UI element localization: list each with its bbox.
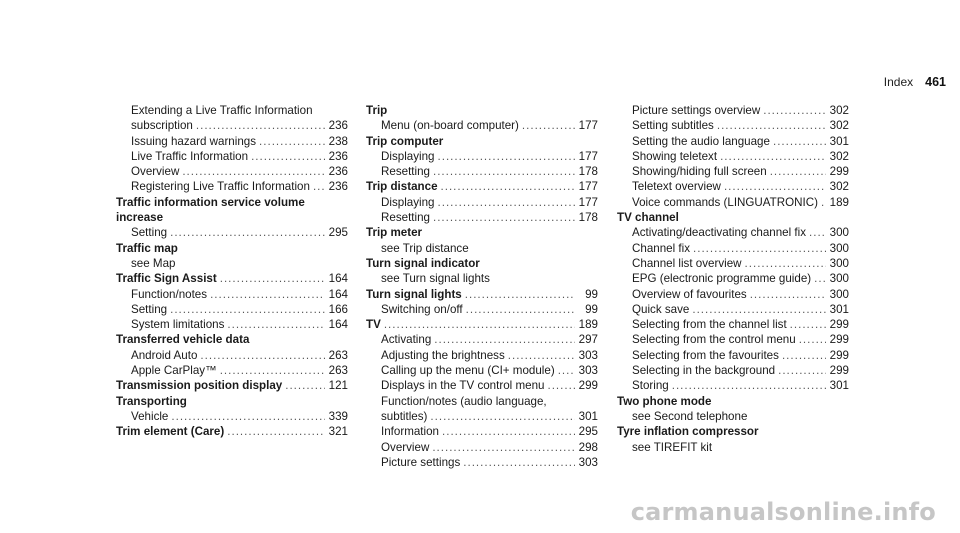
index-subentry xyxy=(617,164,849,179)
dot-leader xyxy=(438,195,576,210)
entry-label: Displaying xyxy=(381,195,435,209)
entry-label: Displaying xyxy=(381,149,435,163)
page-reference: 300 xyxy=(829,272,849,286)
page-reference: 238 xyxy=(328,134,348,148)
entry-label: Transporting xyxy=(116,394,187,408)
dot-leader xyxy=(692,302,826,317)
index-subentry xyxy=(617,348,849,363)
index-heading xyxy=(617,210,849,225)
index-subentry xyxy=(116,256,348,271)
index-subentry xyxy=(366,332,598,347)
page-reference: 300 xyxy=(829,256,849,270)
entry-label: Channel list overview xyxy=(632,256,742,270)
entry-label: Activating/deactivating channel fix xyxy=(632,226,807,240)
dot-leader xyxy=(251,149,325,164)
dot-leader xyxy=(182,164,325,179)
dot-leader xyxy=(463,455,575,470)
entry-label: Transferred vehicle data xyxy=(116,333,250,347)
dot-leader xyxy=(384,317,575,332)
dot-leader xyxy=(745,256,826,271)
page-reference: 164 xyxy=(328,318,348,332)
dot-leader xyxy=(171,409,325,424)
dot-leader xyxy=(170,225,325,240)
index-heading xyxy=(116,378,348,393)
index-heading xyxy=(366,287,598,302)
index-subentry xyxy=(617,440,849,455)
dot-leader xyxy=(558,363,575,378)
page-number: 461 xyxy=(925,75,946,89)
entry-label: EPG (electronic programme guide) xyxy=(632,272,812,286)
dot-leader xyxy=(227,317,325,332)
section-title: Index xyxy=(883,75,914,89)
index-subentry xyxy=(617,179,849,194)
dot-leader xyxy=(717,118,826,133)
index-subentry xyxy=(366,424,598,439)
page-reference: 177 xyxy=(578,149,598,163)
page-reference: 299 xyxy=(829,364,849,378)
page-reference: 189 xyxy=(829,195,849,209)
entry-label: Picture settings overview xyxy=(632,104,761,117)
dot-leader xyxy=(220,363,325,378)
index-heading xyxy=(116,424,348,439)
page-reference: 263 xyxy=(328,364,348,378)
index-heading xyxy=(116,241,348,256)
page-reference: 299 xyxy=(829,333,849,347)
dot-leader xyxy=(432,440,575,455)
entry-label: Resetting xyxy=(381,211,430,225)
index-subentry xyxy=(617,256,849,271)
entry-label: Issuing hazard warnings xyxy=(131,134,257,148)
index-column-2 xyxy=(366,103,598,470)
page-reference: 166 xyxy=(328,302,348,316)
index-subentry xyxy=(366,118,598,133)
page-reference: 298 xyxy=(578,440,598,454)
index-heading xyxy=(366,103,598,118)
index-heading xyxy=(617,394,849,409)
index-subentry xyxy=(116,302,348,317)
index-subentry xyxy=(116,149,348,164)
entry-label: Selecting from the channel list xyxy=(632,318,787,332)
dot-leader xyxy=(508,348,575,363)
page-header xyxy=(884,75,946,89)
dot-leader xyxy=(773,134,826,149)
dot-leader xyxy=(196,118,325,133)
index-subentry xyxy=(617,287,849,302)
page-reference: 303 xyxy=(578,364,598,378)
entry-label: Traffic information service volume xyxy=(116,195,305,209)
entry-label: Extending a Live Traffic Information xyxy=(131,104,313,117)
dot-leader xyxy=(465,287,575,302)
index-heading xyxy=(116,271,348,286)
watermark[interactable]: carmanualsonline.info xyxy=(630,498,936,526)
entry-label: Resetting xyxy=(381,165,430,179)
page-reference: 236 xyxy=(328,119,348,133)
entry-label: Overview xyxy=(131,165,180,179)
index-subentry xyxy=(617,118,849,133)
page-reference: 302 xyxy=(829,119,849,133)
dot-leader xyxy=(430,409,575,424)
page-reference: 301 xyxy=(829,379,849,393)
entry-label: Trip computer xyxy=(366,134,444,148)
index-subentry xyxy=(617,195,849,210)
dot-leader xyxy=(285,378,325,393)
page-reference: 301 xyxy=(829,134,849,148)
entry-label: Menu (on-board computer) xyxy=(381,119,519,133)
page-reference: 164 xyxy=(328,272,348,286)
page-reference: 300 xyxy=(829,226,849,240)
index-subentry xyxy=(366,455,598,470)
entry-label: Calling up the menu (CI+ module) xyxy=(381,364,555,378)
page-reference: 295 xyxy=(578,425,598,439)
dot-leader xyxy=(522,118,575,133)
dot-leader xyxy=(770,164,826,179)
entry-label: Setting subtitles xyxy=(632,119,714,133)
entry-label: Two phone mode xyxy=(617,394,712,408)
entry-label: increase xyxy=(116,211,164,225)
index-subentry xyxy=(116,363,348,378)
entry-label: Voice commands (LINGUATRONIC) xyxy=(632,195,818,209)
entry-label: Traffic map xyxy=(116,241,178,255)
index-subentry xyxy=(617,363,849,378)
dot-leader xyxy=(724,179,826,194)
index-subentry xyxy=(116,348,348,363)
entry-label: Function/notes (audio language, xyxy=(381,394,547,408)
page-reference: 300 xyxy=(829,287,849,301)
index-subentry xyxy=(617,409,849,424)
entry-label: see Map xyxy=(131,256,176,270)
index-heading xyxy=(366,179,598,194)
index-subentry xyxy=(366,271,598,286)
index-subentry xyxy=(617,241,849,256)
entry-label: Storing xyxy=(632,379,669,393)
page-reference: 177 xyxy=(578,195,598,209)
dot-leader xyxy=(790,317,826,332)
dot-leader xyxy=(693,241,826,256)
entry-label: Setting xyxy=(131,226,168,240)
dot-leader xyxy=(821,195,826,210)
page-reference: 236 xyxy=(328,180,348,194)
page-reference: 302 xyxy=(829,104,849,117)
entry-label: Registering Live Traffic Information xyxy=(131,180,310,194)
entry-label: Selecting in the background xyxy=(632,364,776,378)
index-subentry xyxy=(366,363,598,378)
page-reference: 177 xyxy=(578,119,598,133)
index-heading xyxy=(116,210,348,225)
index-subentry xyxy=(116,409,348,424)
dot-leader xyxy=(433,210,575,225)
dot-leader xyxy=(434,332,575,347)
entry-label: Switching on/off xyxy=(381,302,463,316)
page-reference: 99 xyxy=(585,287,598,301)
dot-leader xyxy=(227,424,325,439)
entry-label: see Second telephone xyxy=(632,409,748,423)
page-reference: 295 xyxy=(328,226,348,240)
entry-label: Trip xyxy=(366,104,388,117)
entry-label: Adjusting the brightness xyxy=(381,348,505,362)
entry-label: Setting the audio language xyxy=(632,134,770,148)
entry-label: Channel fix xyxy=(632,241,691,255)
index-subentry xyxy=(116,118,348,133)
entry-label: Teletext overview xyxy=(632,180,721,194)
index-heading xyxy=(116,332,348,347)
page-reference: 302 xyxy=(829,149,849,163)
entry-label: Displays in the TV control menu xyxy=(381,379,545,393)
index-subentry xyxy=(116,317,348,332)
page-reference: 301 xyxy=(578,409,598,423)
entry-label: Tyre inflation compressor xyxy=(617,425,759,439)
entry-label: System limitations xyxy=(131,318,225,332)
page-reference: 299 xyxy=(829,318,849,332)
entry-label: Function/notes xyxy=(131,287,208,301)
entry-label: TV xyxy=(366,318,381,332)
dot-leader xyxy=(220,271,325,286)
entry-label: Android Auto xyxy=(131,348,198,362)
index-heading xyxy=(366,225,598,240)
page-reference: 299 xyxy=(829,165,849,179)
entry-label: Apple CarPlay™ xyxy=(131,364,217,378)
page-reference: 303 xyxy=(578,348,598,362)
index-subentry xyxy=(617,378,849,393)
entry-label: Overview of favourites xyxy=(632,287,747,301)
index-subentry xyxy=(617,302,849,317)
index-subentry xyxy=(617,271,849,286)
page-reference: 297 xyxy=(578,333,598,347)
page-reference: 236 xyxy=(328,165,348,179)
entry-label: Showing teletext xyxy=(632,149,718,163)
index-subentry xyxy=(366,302,598,317)
entry-label: Trim element (Care) xyxy=(116,425,225,439)
index-subentry xyxy=(366,149,598,164)
dot-leader xyxy=(442,424,575,439)
entry-label: Quick save xyxy=(632,302,690,316)
dot-leader xyxy=(441,179,575,194)
index-subentry xyxy=(617,103,849,118)
index-subentry xyxy=(617,225,849,240)
index-subentry xyxy=(366,440,598,455)
index-column-1 xyxy=(116,103,348,440)
page-reference: 178 xyxy=(578,165,598,179)
entry-label: Turn signal lights xyxy=(366,287,462,301)
page-reference: 303 xyxy=(578,455,598,469)
entry-label: Trip meter xyxy=(366,226,423,240)
entry-label: see Trip distance xyxy=(381,241,469,255)
entry-label: Picture settings xyxy=(381,455,461,469)
entry-label: Activating xyxy=(381,333,432,347)
index-subentry xyxy=(116,103,348,118)
entry-label: Trip distance xyxy=(366,180,438,194)
dot-leader xyxy=(763,103,826,118)
page-reference: 99 xyxy=(585,302,598,316)
entry-label: Traffic Sign Assist xyxy=(116,272,217,286)
page-reference: 339 xyxy=(328,409,348,423)
index-subentry xyxy=(617,149,849,164)
index-subentry xyxy=(617,332,849,347)
index-heading xyxy=(366,317,598,332)
index-subentry xyxy=(366,409,598,424)
page-reference: 299 xyxy=(829,348,849,362)
index-subentry xyxy=(366,195,598,210)
index-heading xyxy=(116,394,348,409)
entry-label: subtitles) xyxy=(381,409,428,423)
dot-leader xyxy=(672,378,826,393)
index-subentry xyxy=(617,317,849,332)
index-subentry xyxy=(116,287,348,302)
dot-leader xyxy=(782,348,826,363)
entry-label: Setting xyxy=(131,302,168,316)
index-subentry xyxy=(366,348,598,363)
index-heading xyxy=(116,195,348,210)
index-column-3 xyxy=(617,103,849,455)
index-subentry xyxy=(617,134,849,149)
entry-label: Overview xyxy=(381,440,430,454)
dot-leader xyxy=(778,363,826,378)
index-subentry xyxy=(116,134,348,149)
page-reference: 301 xyxy=(829,302,849,316)
dot-leader xyxy=(799,332,826,347)
dot-leader xyxy=(814,271,826,286)
dot-leader xyxy=(170,302,325,317)
page-reference: 189 xyxy=(578,318,598,332)
entry-label: Showing/hiding full screen xyxy=(632,165,767,179)
index-subentry xyxy=(116,164,348,179)
entry-label: Information xyxy=(381,425,439,439)
dot-leader xyxy=(438,149,576,164)
index-subentry xyxy=(366,394,598,409)
dot-leader xyxy=(466,302,575,317)
entry-label: Selecting from the control menu xyxy=(632,333,796,347)
index-heading xyxy=(366,134,598,149)
index-heading xyxy=(617,424,849,439)
index-subentry xyxy=(366,378,598,393)
dot-leader xyxy=(809,225,826,240)
dot-leader xyxy=(200,348,325,363)
page-reference: 302 xyxy=(829,180,849,194)
index-subentry xyxy=(366,241,598,256)
entry-label: see Turn signal lights xyxy=(381,272,490,286)
index-heading xyxy=(366,256,598,271)
entry-label: Transmission position display xyxy=(116,379,283,393)
page-reference: 164 xyxy=(328,287,348,301)
dot-leader xyxy=(210,287,325,302)
entry-label: see TIREFIT kit xyxy=(632,440,713,454)
dot-leader xyxy=(259,134,325,149)
page-reference: 178 xyxy=(578,211,598,225)
page-reference: 299 xyxy=(578,379,598,393)
page-reference: 300 xyxy=(829,241,849,255)
entry-label: Live Traffic Information xyxy=(131,149,249,163)
entry-label: Vehicle xyxy=(131,409,169,423)
entry-label: subscription xyxy=(131,119,193,133)
index-subentry xyxy=(366,210,598,225)
dot-leader xyxy=(720,149,826,164)
dot-leader xyxy=(313,179,325,194)
page-reference: 177 xyxy=(578,180,598,194)
entry-label: Selecting from the favourites xyxy=(632,348,779,362)
entry-label: Turn signal indicator xyxy=(366,256,480,270)
dot-leader xyxy=(547,378,575,393)
entry-label: TV channel xyxy=(617,211,679,225)
page-reference: 263 xyxy=(328,348,348,362)
index-subentry xyxy=(116,225,348,240)
index-subentry xyxy=(116,179,348,194)
page-reference: 121 xyxy=(328,379,348,393)
dot-leader xyxy=(750,287,826,302)
index-subentry xyxy=(366,164,598,179)
dot-leader xyxy=(433,164,575,179)
page-reference: 321 xyxy=(328,425,348,439)
page-reference: 236 xyxy=(328,149,348,163)
